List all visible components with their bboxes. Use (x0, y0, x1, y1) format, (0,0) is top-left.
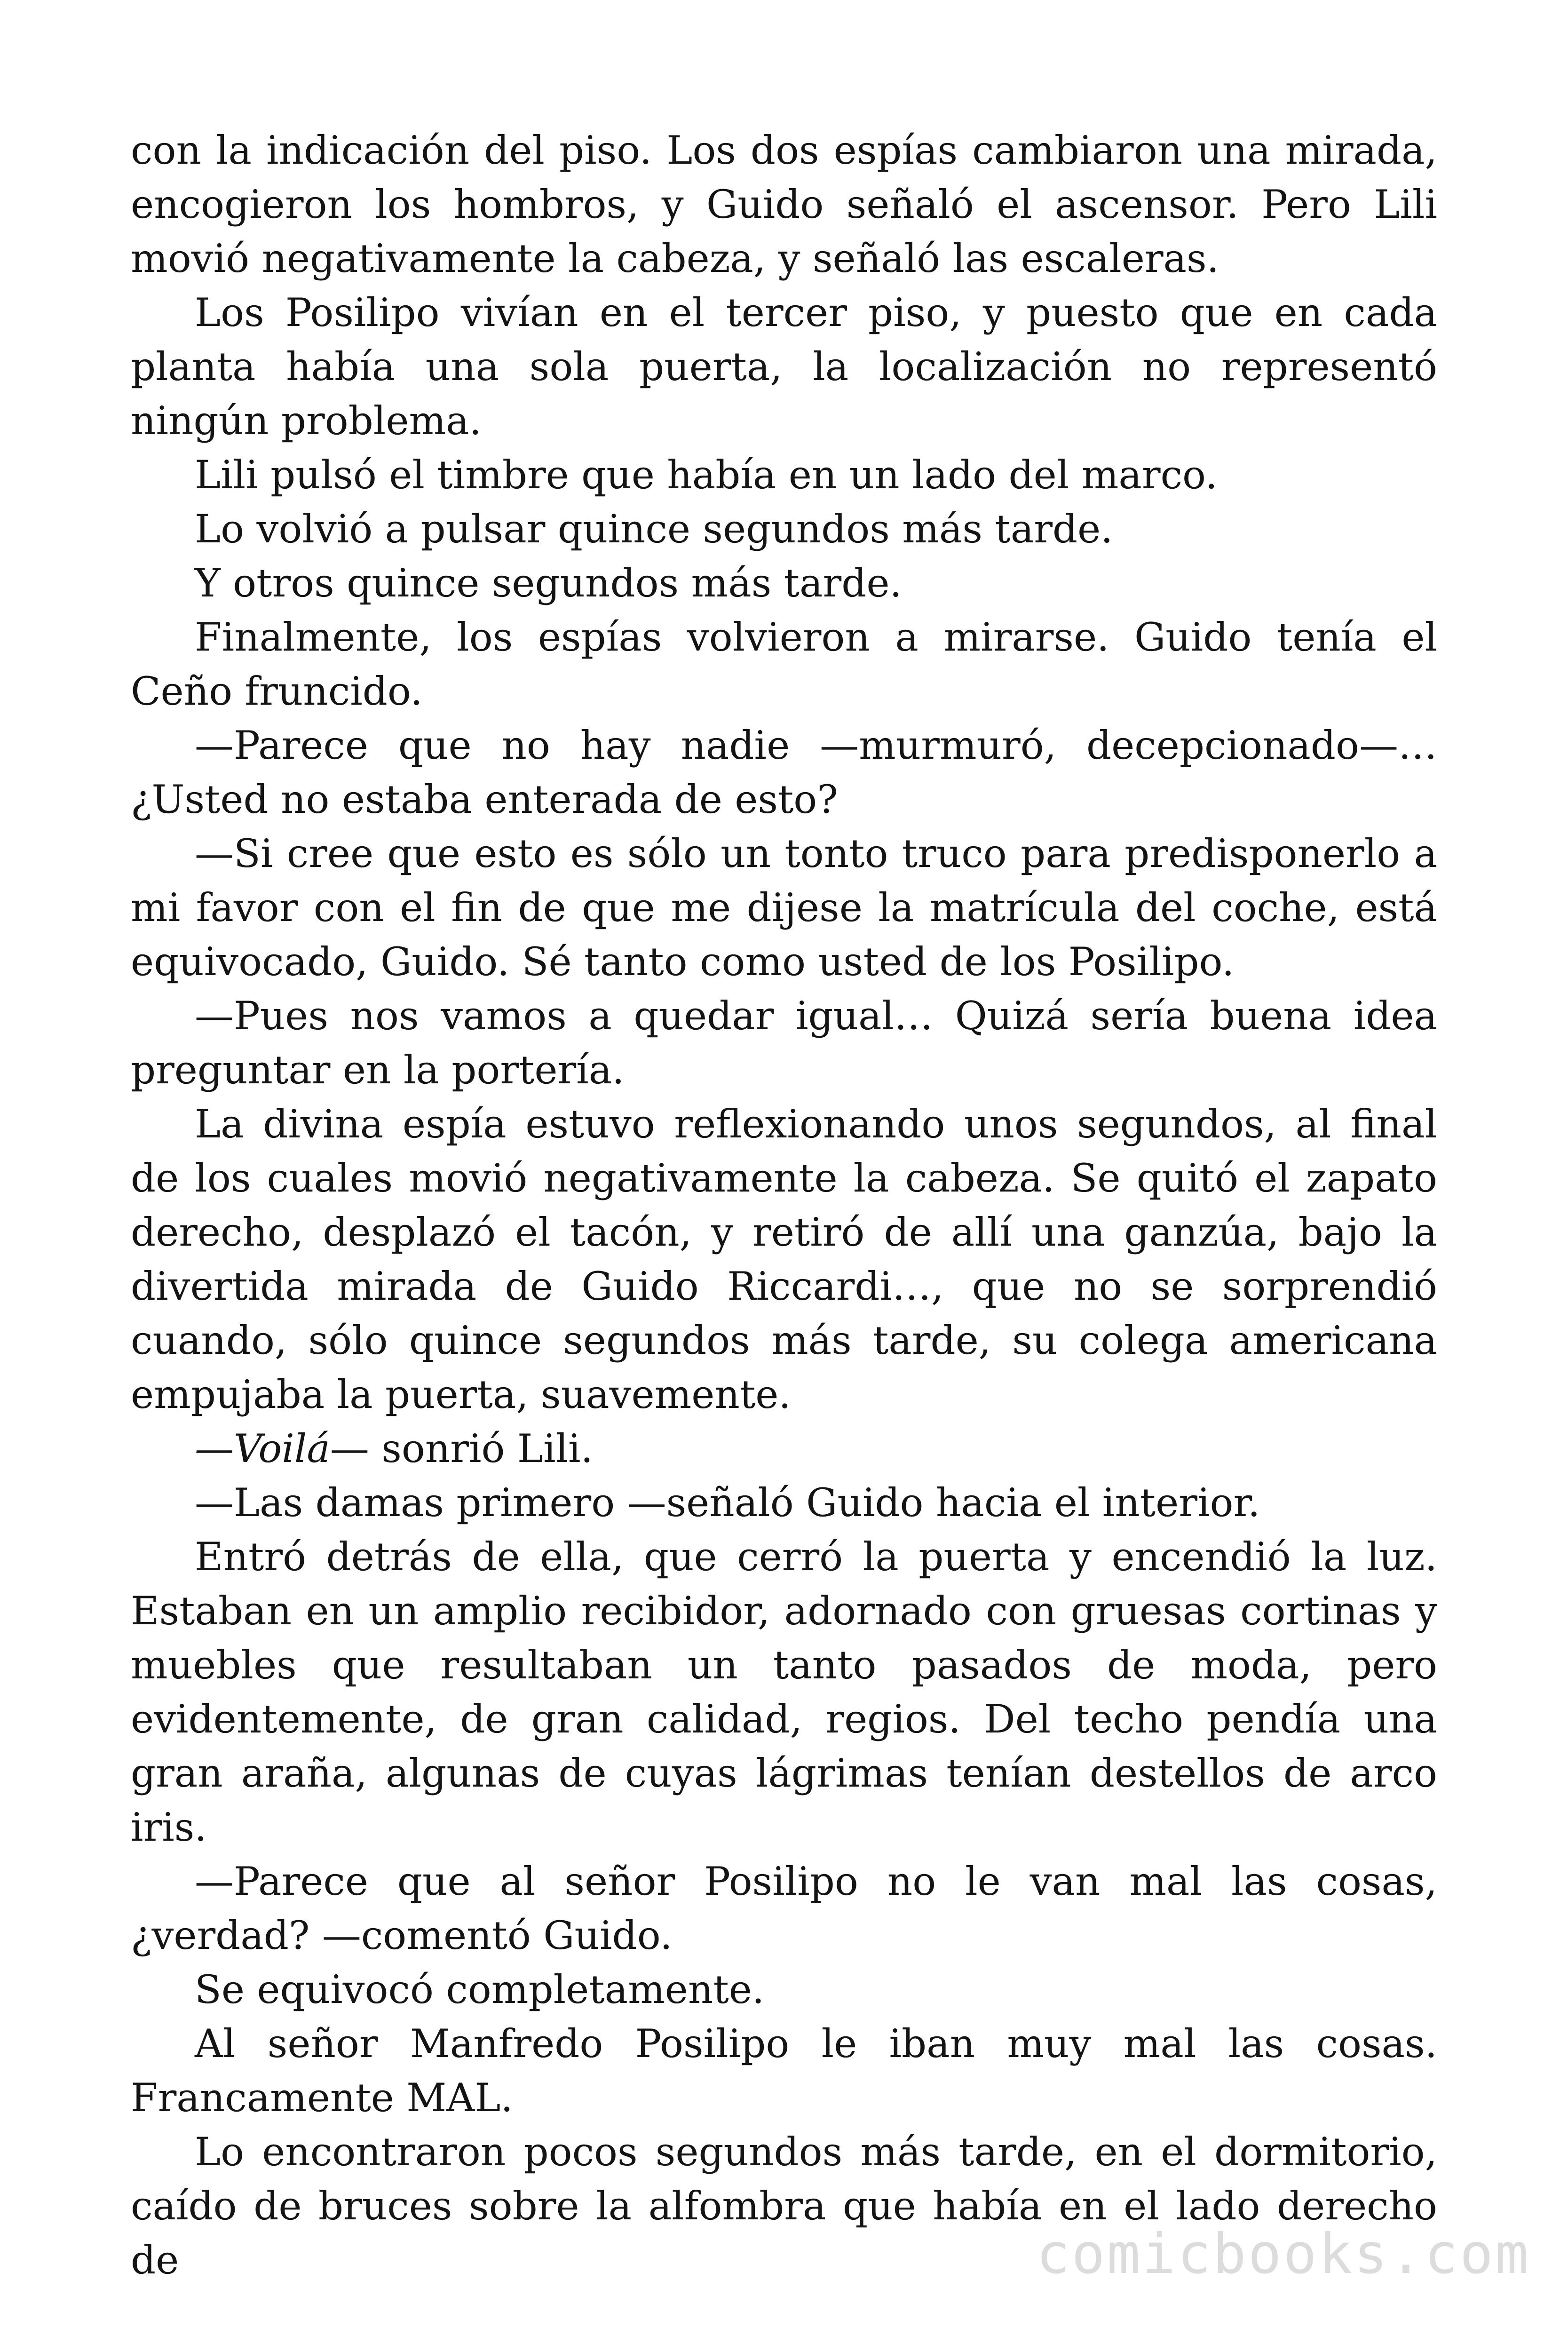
paragraph: —Parece que al señor Posilipo no le van mal las cosas, ¿verdad? —comentó Guido. (131, 1859, 1437, 1958)
paragraph: Y otros quince segundos más tarde. (195, 560, 902, 606)
paragraph: —Si cree que esto es sólo un tonto truco para predisponerlo a mi favor con el fin de que me dijese la matrícula del coche, está equivocado, Guido. Sé tanto como usted de los Posilipo. (131, 831, 1437, 985)
paragraph: Los Posilipo vivían en el tercer piso, y puesto que en cada planta había una sola puerta, la localización no representó ningún problema. (131, 290, 1437, 444)
paragraph: con la indicación del piso. Los dos espías cambiaron una mirada, encogieron los hombros, y Guido señaló el ascensor. Pero Lili movió negativamente la cabeza, y señaló las escaleras. (131, 127, 1437, 281)
paragraph: Al señor Manfredo Posilipo le iban muy mal las cosas. Francamente MAL. (131, 2021, 1437, 2121)
paragraph: Lo encontraron pocos segundos más tarde, en el dormitorio, caído de bruces sobre la alfombra que había en el lado derecho de (131, 2129, 1437, 2283)
watermark: comicbooks.com (1036, 2221, 1530, 2286)
paragraph: Entró detrás de ella, que cerró la puerta y encendió la luz. Estaban en un amplio recibidor, adornado con gruesas cortinas y muebles que resultaban un tanto pasados de moda, pero evidentemente, de gran calidad, regios. Del techo pendía una gran araña, algunas de cuyas lágrimas tenían destellos de arco iris. (131, 1534, 1437, 1850)
page-body (131, 123, 1437, 2287)
paragraph: Lo volvió a pulsar quince segundos más tarde. (195, 506, 1113, 552)
italic-exclamation: —Voilá (195, 1426, 330, 1471)
paragraph: —Pues nos vamos a quedar igual… Quizá sería buena idea preguntar en la portería. (131, 993, 1437, 1093)
paragraph (131, 1422, 1437, 1476)
paragraph-text: — sonrió Lili. (330, 1426, 593, 1471)
paragraph: Finalmente, los espías volvieron a mirarse. Guido tenía el Ceño fruncido. (131, 614, 1437, 714)
paragraph: La divina espía estuvo reflexionando unos segundos, al final de los cuales movió negativamente la cabeza. Se quitó el zapato derecho, desplazó el tacón, y retiró de allí una ganzúa, bajo la divertida mirada de Guido Riccardi…, que no se sorprendió cuando, sólo quince segundos más tarde, su colega americana empujaba la puerta, suavemente. (131, 1101, 1437, 1417)
paragraph: —Las damas primero —señaló Guido hacia el interior. (195, 1480, 1260, 1526)
paragraph: Lili pulsó el timbre que había en un lado del marco. (195, 452, 1218, 498)
paragraph: Se equivocó completamente. (195, 1967, 765, 2012)
paragraph: —Parece que no hay nadie —murmuró, decepcionado—… ¿Usted no estaba enterada de esto? (131, 723, 1437, 822)
